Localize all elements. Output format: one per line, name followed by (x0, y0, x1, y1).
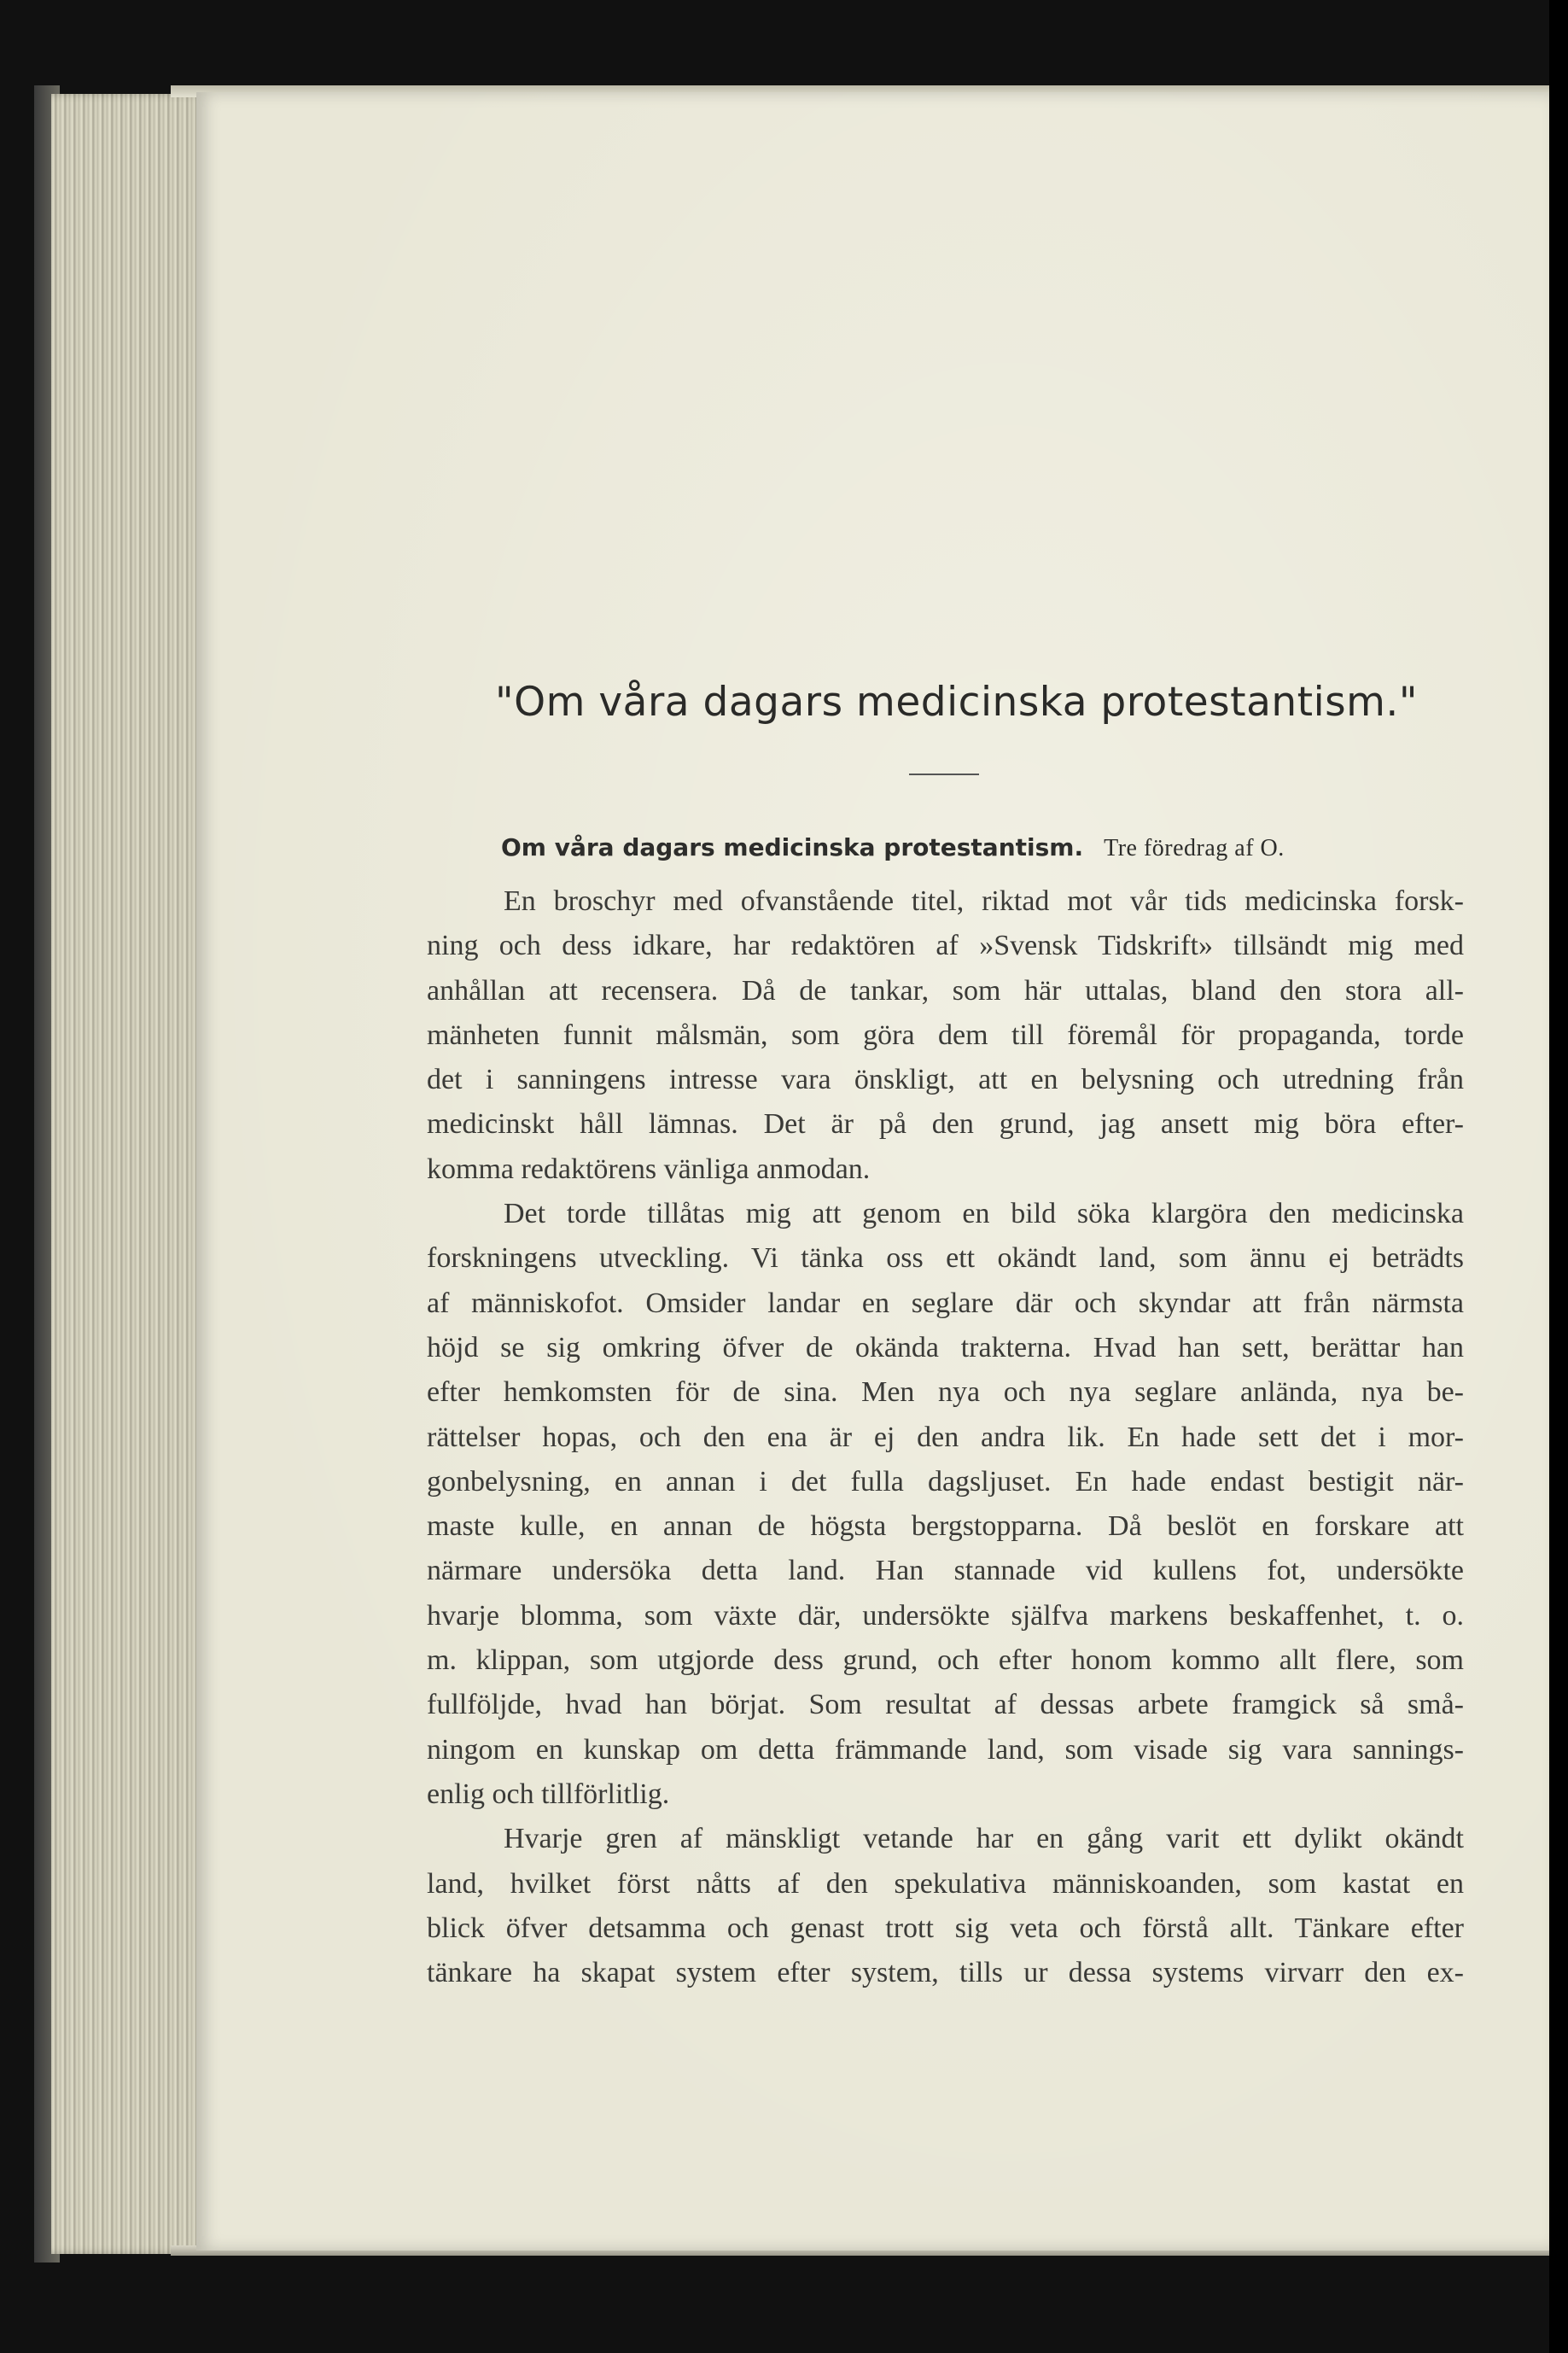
body-line: det i sanningens intresse vara önskligt, att en belysning och utredning från (427, 1064, 1464, 1096)
body-line: Det torde tillåtas mig att genom en bild söka klargöra den medicinska (504, 1198, 1464, 1230)
body-line: mänheten funnit målsmän, som göra dem till föremål för propaganda, torde (427, 1019, 1464, 1051)
body-line: af människofot. Omsider landar en seglare där och skyndar att från närmsta (427, 1287, 1464, 1319)
body-line: medicinskt håll lämnas. Det är på den grund, jag ansett mig böra efter- (427, 1108, 1464, 1141)
body-line: komma redaktörens vänliga anmodan. (427, 1153, 871, 1185)
body-line: En broschyr med ofvanstående titel, riktad mot vår tids medicinska forsk- (504, 885, 1464, 917)
body-line: rättelser hopas, och den ena är ej den andra lik. En hade sett det i mor- (427, 1421, 1464, 1453)
article-body (427, 879, 1464, 1995)
page-edges-stack (51, 94, 205, 2254)
body-line: m. klippan, som utgjorde dess grund, och efter honom kommo allt flere, som (427, 1644, 1464, 1677)
body-line: höjd se sig omkring öfver de okända trakterna. Hvad han sett, berättar han (427, 1331, 1464, 1363)
body-line: enlig och tillförlitlig. (427, 1778, 670, 1810)
body-line: blick öfver detsamma och genast trott sig veta och förstå allt. Tänkare efter (427, 1912, 1464, 1944)
body-line: Hvarje gren af mänskligt vetande har en gång varit ett dylikt okändt (504, 1823, 1464, 1855)
body-line: ningom en kunskap om detta främmande land, som visade sig vara sannings- (427, 1733, 1464, 1766)
body-line: närmare undersöka detta land. Han stannade vid kullens fot, undersökte (427, 1555, 1464, 1587)
scan-border-right (1549, 0, 1568, 2353)
subheading-byline: Tre föredrag af O. (1104, 835, 1285, 861)
article-subheading (501, 833, 1285, 862)
body-line: maste kulle, en annan de högsta bergstopparna. Då beslöt en forskare att (427, 1510, 1464, 1543)
body-line: land, hvilket först nåtts af den spekulativa människoanden, som kastat en (427, 1867, 1464, 1900)
body-line: tänkare ha skapat system efter system, tills ur dessa systems virvarr den ex- (427, 1957, 1464, 1989)
body-line: forskningens utveckling. Vi tänka oss ett okändt land, som ännu ej beträdts (427, 1242, 1464, 1275)
body-line: hvarje blomma, som växte där, undersökte själfva markens beskaffenhet, t. o. (427, 1599, 1464, 1632)
subheading-title: Om våra dagars medicinska protestantism. (501, 833, 1084, 861)
body-line: ning och dess idkare, har redaktören af »Svensk Tidskrift» tillsändt mig med (427, 930, 1464, 962)
body-line: gonbelysning, en annan i det fulla dagsljuset. En hade endast bestigit när- (427, 1465, 1464, 1498)
article-heading: "Om våra dagars medicinska protestantism." (495, 679, 1418, 726)
heading-rule (909, 774, 979, 775)
body-line: fullföljde, hvad han börjat. Som resultat af dessas arbete framgick så små- (427, 1689, 1464, 1721)
body-line: efter hemkomsten för de sina. Men nya och nya seglare anlända, nya be- (427, 1376, 1464, 1409)
body-line: anhållan att recensera. Då de tankar, som här uttalas, bland den stora all- (427, 974, 1464, 1007)
